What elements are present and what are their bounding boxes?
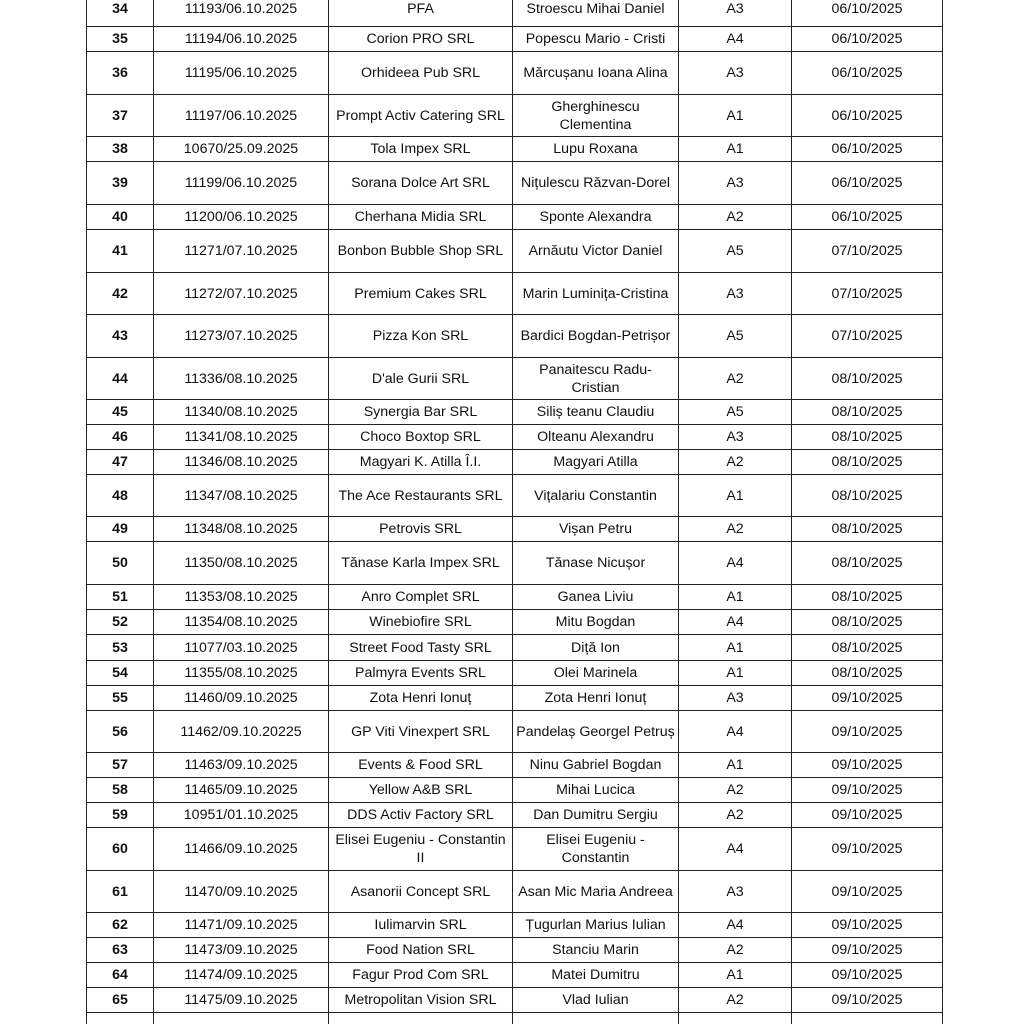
table-row [87,162,943,205]
category-cell: A2 [679,778,792,803]
row-number-cell: 56 [87,711,154,753]
date-cell: 09/10/2025 [792,686,943,711]
category-cell: A1 [679,963,792,988]
company-name-cell: Palmyra Events SRL [329,661,513,686]
date-cell: 09/10/2025 [792,988,943,1013]
company-name-cell: Fagur Prod Com SRL [329,963,513,988]
row-number-cell: 63 [87,938,154,963]
registration-number-cell: 11197/06.10.2025 [154,95,329,137]
company-name-cell: Magyari K. Atilla Î.I. [329,450,513,475]
row-number-cell: 51 [87,585,154,610]
date-cell: 09/10/2025 [792,963,943,988]
company-name-cell: Orhideea Pub SRL [329,52,513,95]
table-row [87,661,943,686]
person-name-cell: Vițalariu Constantin [513,475,679,517]
category-cell: A2 [679,803,792,828]
table-row [87,635,943,661]
company-name-cell: Zota Henri Ionuț [329,686,513,711]
category-cell: A2 [679,450,792,475]
registration-number-cell: 11336/08.10.2025 [154,358,329,400]
row-number-cell: 53 [87,635,154,661]
registration-number-cell: 11353/08.10.2025 [154,585,329,610]
company-name-cell: Corion PRO SRL [329,27,513,52]
registration-number-cell: 10951/01.10.2025 [154,803,329,828]
table-row [87,803,943,828]
category-cell: A2 [679,517,792,542]
company-name-cell: Pizza Kon SRL [329,315,513,358]
company-name-cell: The Ace Restaurants SRL [329,475,513,517]
category-cell [679,1013,792,1024]
category-cell: A3 [679,871,792,913]
category-cell: A3 [679,686,792,711]
row-number-cell: 58 [87,778,154,803]
table-row [87,273,943,315]
date-cell: 09/10/2025 [792,778,943,803]
person-name-cell: Vișan Petru [513,517,679,542]
registration-number-cell: 11077/03.10.2025 [154,635,329,661]
category-cell: A3 [679,273,792,315]
registration-number-cell: 11474/09.10.2025 [154,963,329,988]
row-number-cell: 59 [87,803,154,828]
company-name-cell: Iulimarvin SRL [329,913,513,938]
category-cell: A4 [679,913,792,938]
table-row [87,137,943,162]
company-name-cell: Winebiofire SRL [329,610,513,635]
registration-number-cell: 11347/08.10.2025 [154,475,329,517]
category-cell: A1 [679,585,792,610]
row-number-cell: 47 [87,450,154,475]
category-cell: A4 [679,828,792,871]
category-cell: A4 [679,27,792,52]
row-number-cell: 43 [87,315,154,358]
category-cell: A4 [679,711,792,753]
company-name-cell: Sorana Dolce Art SRL [329,162,513,205]
person-name-cell: Bardici Bogdan-Petrișor [513,315,679,358]
table-row [87,230,943,273]
company-name-cell: GP Viti Vinexpert SRL [329,711,513,753]
row-number-cell: 52 [87,610,154,635]
registration-number-cell: 11346/08.10.2025 [154,450,329,475]
person-name-cell: Mihai Lucica [513,778,679,803]
company-name-cell: Premium Cakes SRL [329,273,513,315]
date-cell: 08/10/2025 [792,585,943,610]
category-cell: A3 [679,0,792,27]
date-cell: 09/10/2025 [792,871,943,913]
category-cell: A1 [679,661,792,686]
registration-number-cell: 11355/08.10.2025 [154,661,329,686]
person-name-cell: Panaitescu Radu-Cristian [513,358,679,400]
registration-number-cell: 11470/09.10.2025 [154,871,329,913]
company-name-cell: Cherhana Midia SRL [329,205,513,230]
table-row [87,988,943,1013]
date-cell: 08/10/2025 [792,635,943,661]
date-cell: 08/10/2025 [792,358,943,400]
date-cell: 06/10/2025 [792,162,943,205]
company-name-cell [329,1013,513,1024]
registration-number-cell: 11194/06.10.2025 [154,27,329,52]
registration-number-cell: 11195/06.10.2025 [154,52,329,95]
table-row [87,315,943,358]
table-row [87,0,943,27]
registration-number-cell: 11348/08.10.2025 [154,517,329,542]
person-name-cell: Zota Henri Ionuț [513,686,679,711]
table-row [87,913,943,938]
row-number-cell: 38 [87,137,154,162]
registration-number-cell: 11193/06.10.2025 [154,0,329,27]
category-cell: A4 [679,542,792,585]
date-cell: 06/10/2025 [792,27,943,52]
table-row [87,450,943,475]
row-number-cell: 55 [87,686,154,711]
category-cell: A3 [679,162,792,205]
table-row [87,585,943,610]
row-number-cell: 39 [87,162,154,205]
person-name-cell: Siliș teanu Claudiu [513,400,679,425]
person-name-cell: Tănase Nicușor [513,542,679,585]
table-row [87,95,943,137]
person-name-cell: Olei Marinela [513,661,679,686]
registration-number-cell: 11340/08.10.2025 [154,400,329,425]
person-name-cell: Stanciu Marin [513,938,679,963]
registration-number-cell: 11471/09.10.2025 [154,913,329,938]
category-cell: A2 [679,988,792,1013]
table-row [87,778,943,803]
table-row [87,542,943,585]
row-number-cell: 42 [87,273,154,315]
person-name-cell: Nițulescu Răzvan-Dorel [513,162,679,205]
row-number-cell: 64 [87,963,154,988]
company-name-cell: PFA [329,0,513,27]
registration-number-cell: 11272/07.10.2025 [154,273,329,315]
registration-number-cell: 11273/07.10.2025 [154,315,329,358]
row-number-cell: 57 [87,753,154,778]
row-number-cell: 54 [87,661,154,686]
date-cell: 08/10/2025 [792,400,943,425]
person-name-cell: Dan Dumitru Sergiu [513,803,679,828]
company-name-cell: Bonbon Bubble Shop SRL [329,230,513,273]
date-cell: 08/10/2025 [792,517,943,542]
person-name-cell: Diță Ion [513,635,679,661]
person-name-cell: Țugurlan Marius Iulian [513,913,679,938]
category-cell: A3 [679,52,792,95]
company-name-cell: Asanorii Concept SRL [329,871,513,913]
row-number-cell: 48 [87,475,154,517]
company-name-cell: Prompt Activ Catering SRL [329,95,513,137]
row-number-cell: 60 [87,828,154,871]
row-number-cell: 44 [87,358,154,400]
row-number-cell: 37 [87,95,154,137]
date-cell: 07/10/2025 [792,315,943,358]
date-cell: 08/10/2025 [792,450,943,475]
table-row [87,871,943,913]
category-cell: A2 [679,205,792,230]
date-cell: 06/10/2025 [792,205,943,230]
person-name-cell: Olteanu Alexandru [513,425,679,450]
category-cell: A5 [679,230,792,273]
date-cell: 07/10/2025 [792,273,943,315]
company-name-cell: Tola Impex SRL [329,137,513,162]
person-name-cell: Stroescu Mihai Daniel [513,0,679,27]
date-cell [792,1013,943,1024]
row-number-cell: 50 [87,542,154,585]
table-body [87,0,943,1024]
company-name-cell: Metropolitan Vision SRL [329,988,513,1013]
category-cell: A2 [679,938,792,963]
registration-number-cell: 11341/08.10.2025 [154,425,329,450]
row-number-cell: 45 [87,400,154,425]
person-name-cell: Marin Luminița-Cristina [513,273,679,315]
company-name-cell: DDS Activ Factory SRL [329,803,513,828]
table-row [87,938,943,963]
person-name-cell: Arnăutu Victor Daniel [513,230,679,273]
table-row [87,27,943,52]
company-name-cell: Choco Boxtop SRL [329,425,513,450]
category-cell: A1 [679,753,792,778]
table-row [87,1013,943,1024]
registration-number-cell: 11462/09.10.20225 [154,711,329,753]
person-name-cell: Popescu Mario - Cristi [513,27,679,52]
table-row [87,828,943,871]
company-name-cell: Street Food Tasty SRL [329,635,513,661]
company-name-cell: Synergia Bar SRL [329,400,513,425]
person-name-cell: Sponte Alexandra [513,205,679,230]
company-name-cell: Tănase Karla Impex SRL [329,542,513,585]
registration-number-cell: 11354/08.10.2025 [154,610,329,635]
registration-number-cell: 11200/06.10.2025 [154,205,329,230]
table-row [87,425,943,450]
date-cell: 09/10/2025 [792,753,943,778]
row-number-cell: 49 [87,517,154,542]
category-cell: A5 [679,400,792,425]
company-name-cell: D'ale Gurii SRL [329,358,513,400]
row-number-cell: 40 [87,205,154,230]
table-row [87,610,943,635]
person-name-cell: Gherghinescu Clementina [513,95,679,137]
category-cell: A5 [679,315,792,358]
table-row [87,711,943,753]
row-number-cell: 36 [87,52,154,95]
date-cell: 09/10/2025 [792,828,943,871]
registration-number-cell: 11350/08.10.2025 [154,542,329,585]
table-row [87,517,943,542]
date-cell: 09/10/2025 [792,938,943,963]
person-name-cell: Asan Mic Maria Andreea [513,871,679,913]
registration-number-cell: 11465/09.10.2025 [154,778,329,803]
date-cell: 09/10/2025 [792,711,943,753]
date-cell: 06/10/2025 [792,95,943,137]
category-cell: A1 [679,95,792,137]
person-name-cell: Mărcușanu Ioana Alina [513,52,679,95]
date-cell: 08/10/2025 [792,661,943,686]
table-row [87,52,943,95]
row-number-cell: 65 [87,988,154,1013]
row-number-cell [87,1013,154,1024]
row-number-cell: 46 [87,425,154,450]
row-number-cell: 35 [87,27,154,52]
company-name-cell: Elisei Eugeniu - Constantin II [329,828,513,871]
registration-number-cell: 11466/09.10.2025 [154,828,329,871]
person-name-cell: Ganea Liviu [513,585,679,610]
row-number-cell: 41 [87,230,154,273]
date-cell: 06/10/2025 [792,0,943,27]
registration-number-cell: 11475/09.10.2025 [154,988,329,1013]
category-cell: A1 [679,137,792,162]
category-cell: A2 [679,358,792,400]
person-name-cell: Elisei Eugeniu - Constantin [513,828,679,871]
registration-number-cell: 11463/09.10.2025 [154,753,329,778]
table-row [87,963,943,988]
table-row [87,475,943,517]
registration-number-cell: 11199/06.10.2025 [154,162,329,205]
person-name-cell [513,1013,679,1024]
registration-number-cell: 11460/09.10.2025 [154,686,329,711]
company-name-cell: Yellow A&B SRL [329,778,513,803]
person-name-cell: Vlad Iulian [513,988,679,1013]
company-name-cell: Events & Food SRL [329,753,513,778]
registration-number-cell: 11271/07.10.2025 [154,230,329,273]
person-name-cell: Magyari Atilla [513,450,679,475]
date-cell: 06/10/2025 [792,52,943,95]
registration-number-cell [154,1013,329,1024]
date-cell: 08/10/2025 [792,542,943,585]
person-name-cell: Pandelaș Georgel Petruș [513,711,679,753]
date-cell: 08/10/2025 [792,425,943,450]
category-cell: A3 [679,425,792,450]
person-name-cell: Matei Dumitru [513,963,679,988]
date-cell: 06/10/2025 [792,137,943,162]
company-name-cell: Food Nation SRL [329,938,513,963]
category-cell: A1 [679,475,792,517]
table-row [87,686,943,711]
authorization-table [86,0,943,1024]
row-number-cell: 34 [87,0,154,27]
date-cell: 09/10/2025 [792,913,943,938]
registration-number-cell: 10670/25.09.2025 [154,137,329,162]
date-cell: 08/10/2025 [792,475,943,517]
registration-number-cell: 11473/09.10.2025 [154,938,329,963]
person-name-cell: Ninu Gabriel Bogdan [513,753,679,778]
row-number-cell: 62 [87,913,154,938]
person-name-cell: Lupu Roxana [513,137,679,162]
person-name-cell: Mitu Bogdan [513,610,679,635]
date-cell: 07/10/2025 [792,230,943,273]
row-number-cell: 61 [87,871,154,913]
date-cell: 08/10/2025 [792,610,943,635]
table-row [87,205,943,230]
category-cell: A1 [679,635,792,661]
company-name-cell: Petrovis SRL [329,517,513,542]
company-name-cell: Anro Complet SRL [329,585,513,610]
date-cell: 09/10/2025 [792,803,943,828]
category-cell: A4 [679,610,792,635]
table-row [87,753,943,778]
table-row [87,400,943,425]
table-row [87,358,943,400]
